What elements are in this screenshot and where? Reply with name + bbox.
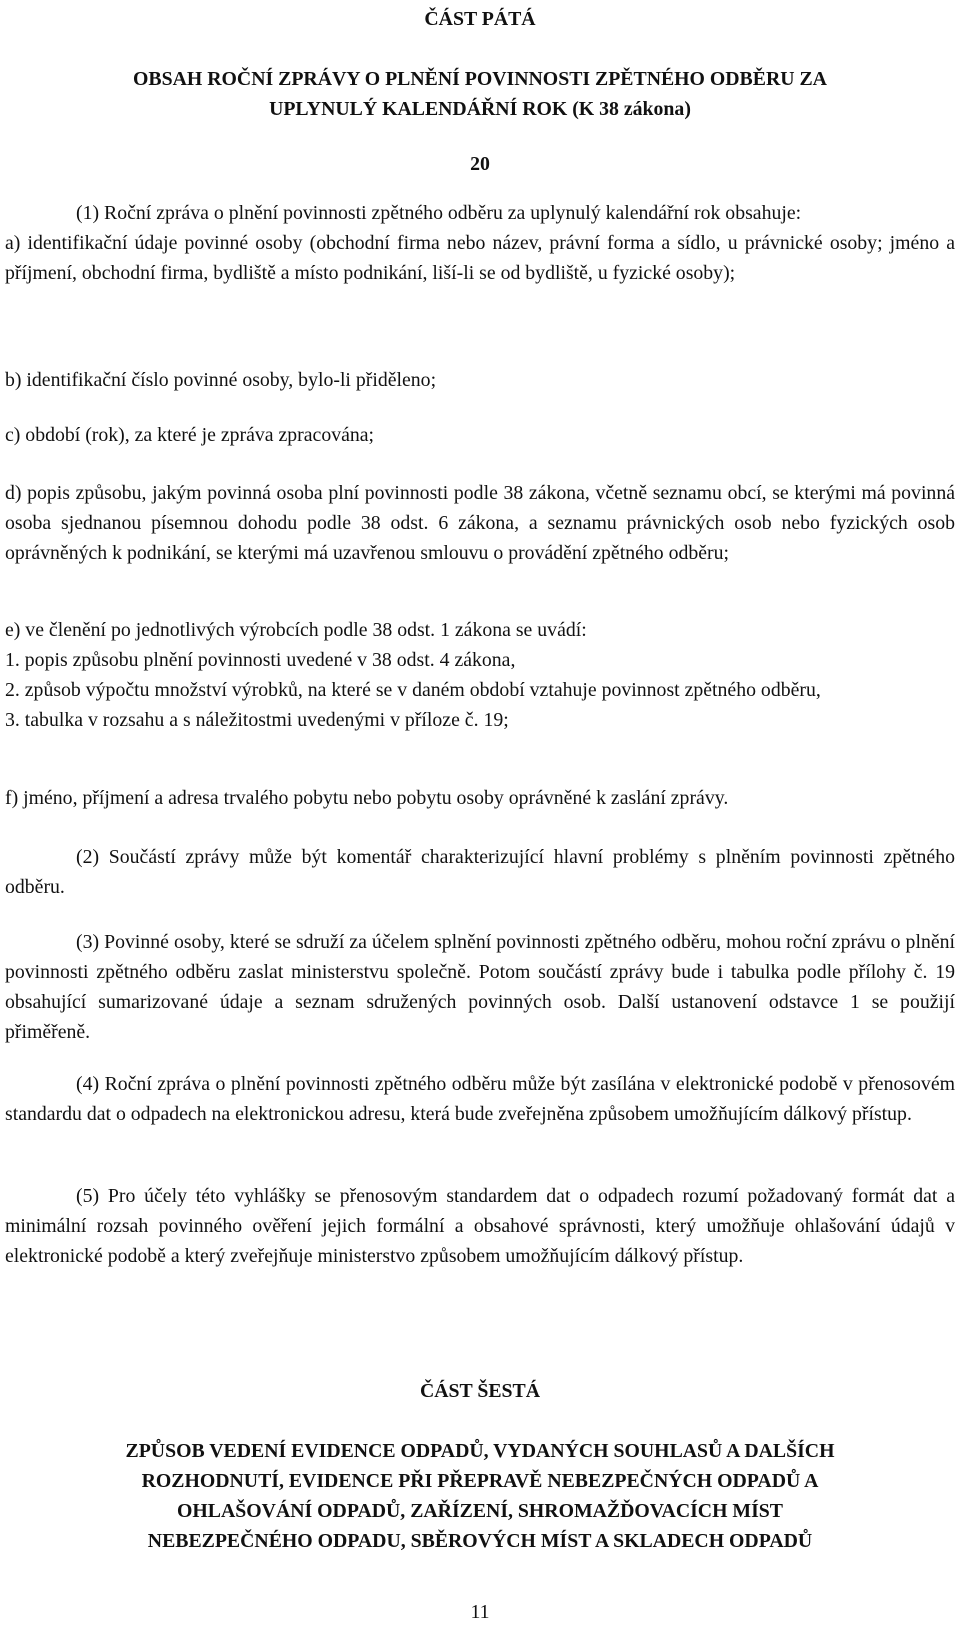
paragraph-text: (1) Roční zpráva o plnění povinnosti zpětného odběru za uplynulý kalendářní rok obsahuje:	[76, 202, 802, 224]
part-title	[5, 1436, 955, 1556]
paragraph-text: (5) Pro účely této vyhlášky se přenosovým standardem dat o odpadech rozumí požadovaný formát dat a minimální rozsah povinného ověření jejich formální a obsahové správnosti, který umožňuje ohlašování údajů v elektronické podobě a který zveřejňuje ministerstvo způsobem umožňujícím dálkový přístup.	[5, 1185, 955, 1267]
item-e-block	[5, 615, 955, 735]
part-title-line: NEBEZPEČNÉHO ODPADU, SBĚROVÝCH MÍST A SKLADECH ODPADŮ	[147, 1530, 813, 1552]
paragraph-2	[5, 842, 955, 902]
item-c-block	[5, 420, 955, 450]
paragraph-5	[5, 1181, 955, 1271]
section-number: 20	[470, 153, 490, 175]
item-f: f) jméno, příjmení a adresa trvalého pobytu nebo pobytu osoby oprávněné k zaslání zprávy.	[5, 787, 729, 809]
part-title-line: ZPŮSOB VEDENÍ EVIDENCE ODPADŮ, VYDANÝCH SOUHLASŮ A DALŠÍCH	[125, 1440, 835, 1462]
part-title	[5, 64, 955, 124]
part-title-line: OBSAH ROČNÍ ZPRÁVY O PLNĚNÍ POVINNOSTI ZPĚTNÉHO ODBĚRU ZA	[133, 68, 827, 90]
paragraph-3	[5, 927, 955, 1047]
part-heading: ČÁST ŠESTÁ	[419, 1380, 541, 1402]
item-e-1: 1. popis způsobu plnění povinnosti uvedené v 38 odst. 4 zákona,	[5, 649, 516, 671]
item-d: d) popis způsobu, jakým povinná osoba plní povinnosti podle 38 zákona, včetně seznamu obcí, se kterými má povinná osoba sjednanou písemnou dohodu podle 38 odst. 6 zákona, a seznamu právnických osob nebo fyzických osob oprávněných k podnikání, se kterými má uzavřenou smlouvu o provádění zpětného odběru;	[5, 482, 955, 564]
item-e-3: 3. tabulka v rozsahu a s náležitostmi uvedenými v příloze č. 19;	[5, 709, 509, 731]
item-c: c) období (rok), za které je zpráva zpracována;	[5, 424, 375, 446]
document-page	[5, 0, 955, 1631]
item-d-block	[5, 478, 955, 568]
paragraph-4	[5, 1069, 955, 1129]
paragraph-text: (4) Roční zpráva o plnění povinnosti zpětného odběru může být zasílána v elektronické podobě v přenosovém standardu dat o odpadech na elektronickou adresu, která bude zveřejněna způsobem umožňujícím dálkový přístup.	[5, 1073, 955, 1125]
item-b: b) identifikační číslo povinné osoby, bylo-li přiděleno;	[5, 369, 437, 391]
paragraph-text: (2) Součástí zprávy může být komentář charakterizující hlavní problémy s plněním povinnosti zpětného odběru.	[5, 846, 955, 898]
page-number: 11	[470, 1601, 490, 1623]
part-title-line: UPLYNULÝ KALENDÁŘNÍ ROK (K 38 zákona)	[269, 98, 691, 120]
item-b-block	[5, 365, 955, 395]
part-heading: ČÁST PÁTÁ	[424, 8, 536, 30]
part-title-line: OHLAŠOVÁNÍ ODPADŮ, ZAŘÍZENÍ, SHROMAŽĎOVACÍCH MÍST	[177, 1500, 783, 1522]
part-title-line: ROZHODNUTÍ, EVIDENCE PŘI PŘEPRAVĚ NEBEZPEČNÝCH ODPADŮ A	[141, 1470, 819, 1492]
item-a: a) identifikační údaje povinné osoby (obchodní firma nebo název, právní forma a sídlo, u právnické osoby; jméno a příjmení, obchodní firma, bydliště a místo podnikání, liší-li se od bydliště, u fyzické osoby);	[5, 232, 955, 284]
item-e-intro: e) ve členění po jednotlivých výrobcích podle 38 odst. 1 zákona se uvádí:	[5, 619, 587, 641]
item-e-2: 2. způsob výpočtu množství výrobků, na které se v daném období vztahuje povinnost zpětného odběru,	[5, 679, 821, 701]
paragraph-1	[5, 198, 955, 288]
paragraph-text: (3) Povinné osoby, které se sdruží za účelem splnění povinnosti zpětného odběru, mohou roční zprávu o plnění povinnosti zpětného odběru zaslat ministerstvu společně. Potom součástí zprávy bude i tabulka podle přílohy č. 19 obsahující sumarizované údaje a seznam sdružených povinných osob. Další ustanovení odstavce 1 se použijí přiměřeně.	[5, 931, 955, 1043]
item-f-block	[5, 783, 955, 813]
